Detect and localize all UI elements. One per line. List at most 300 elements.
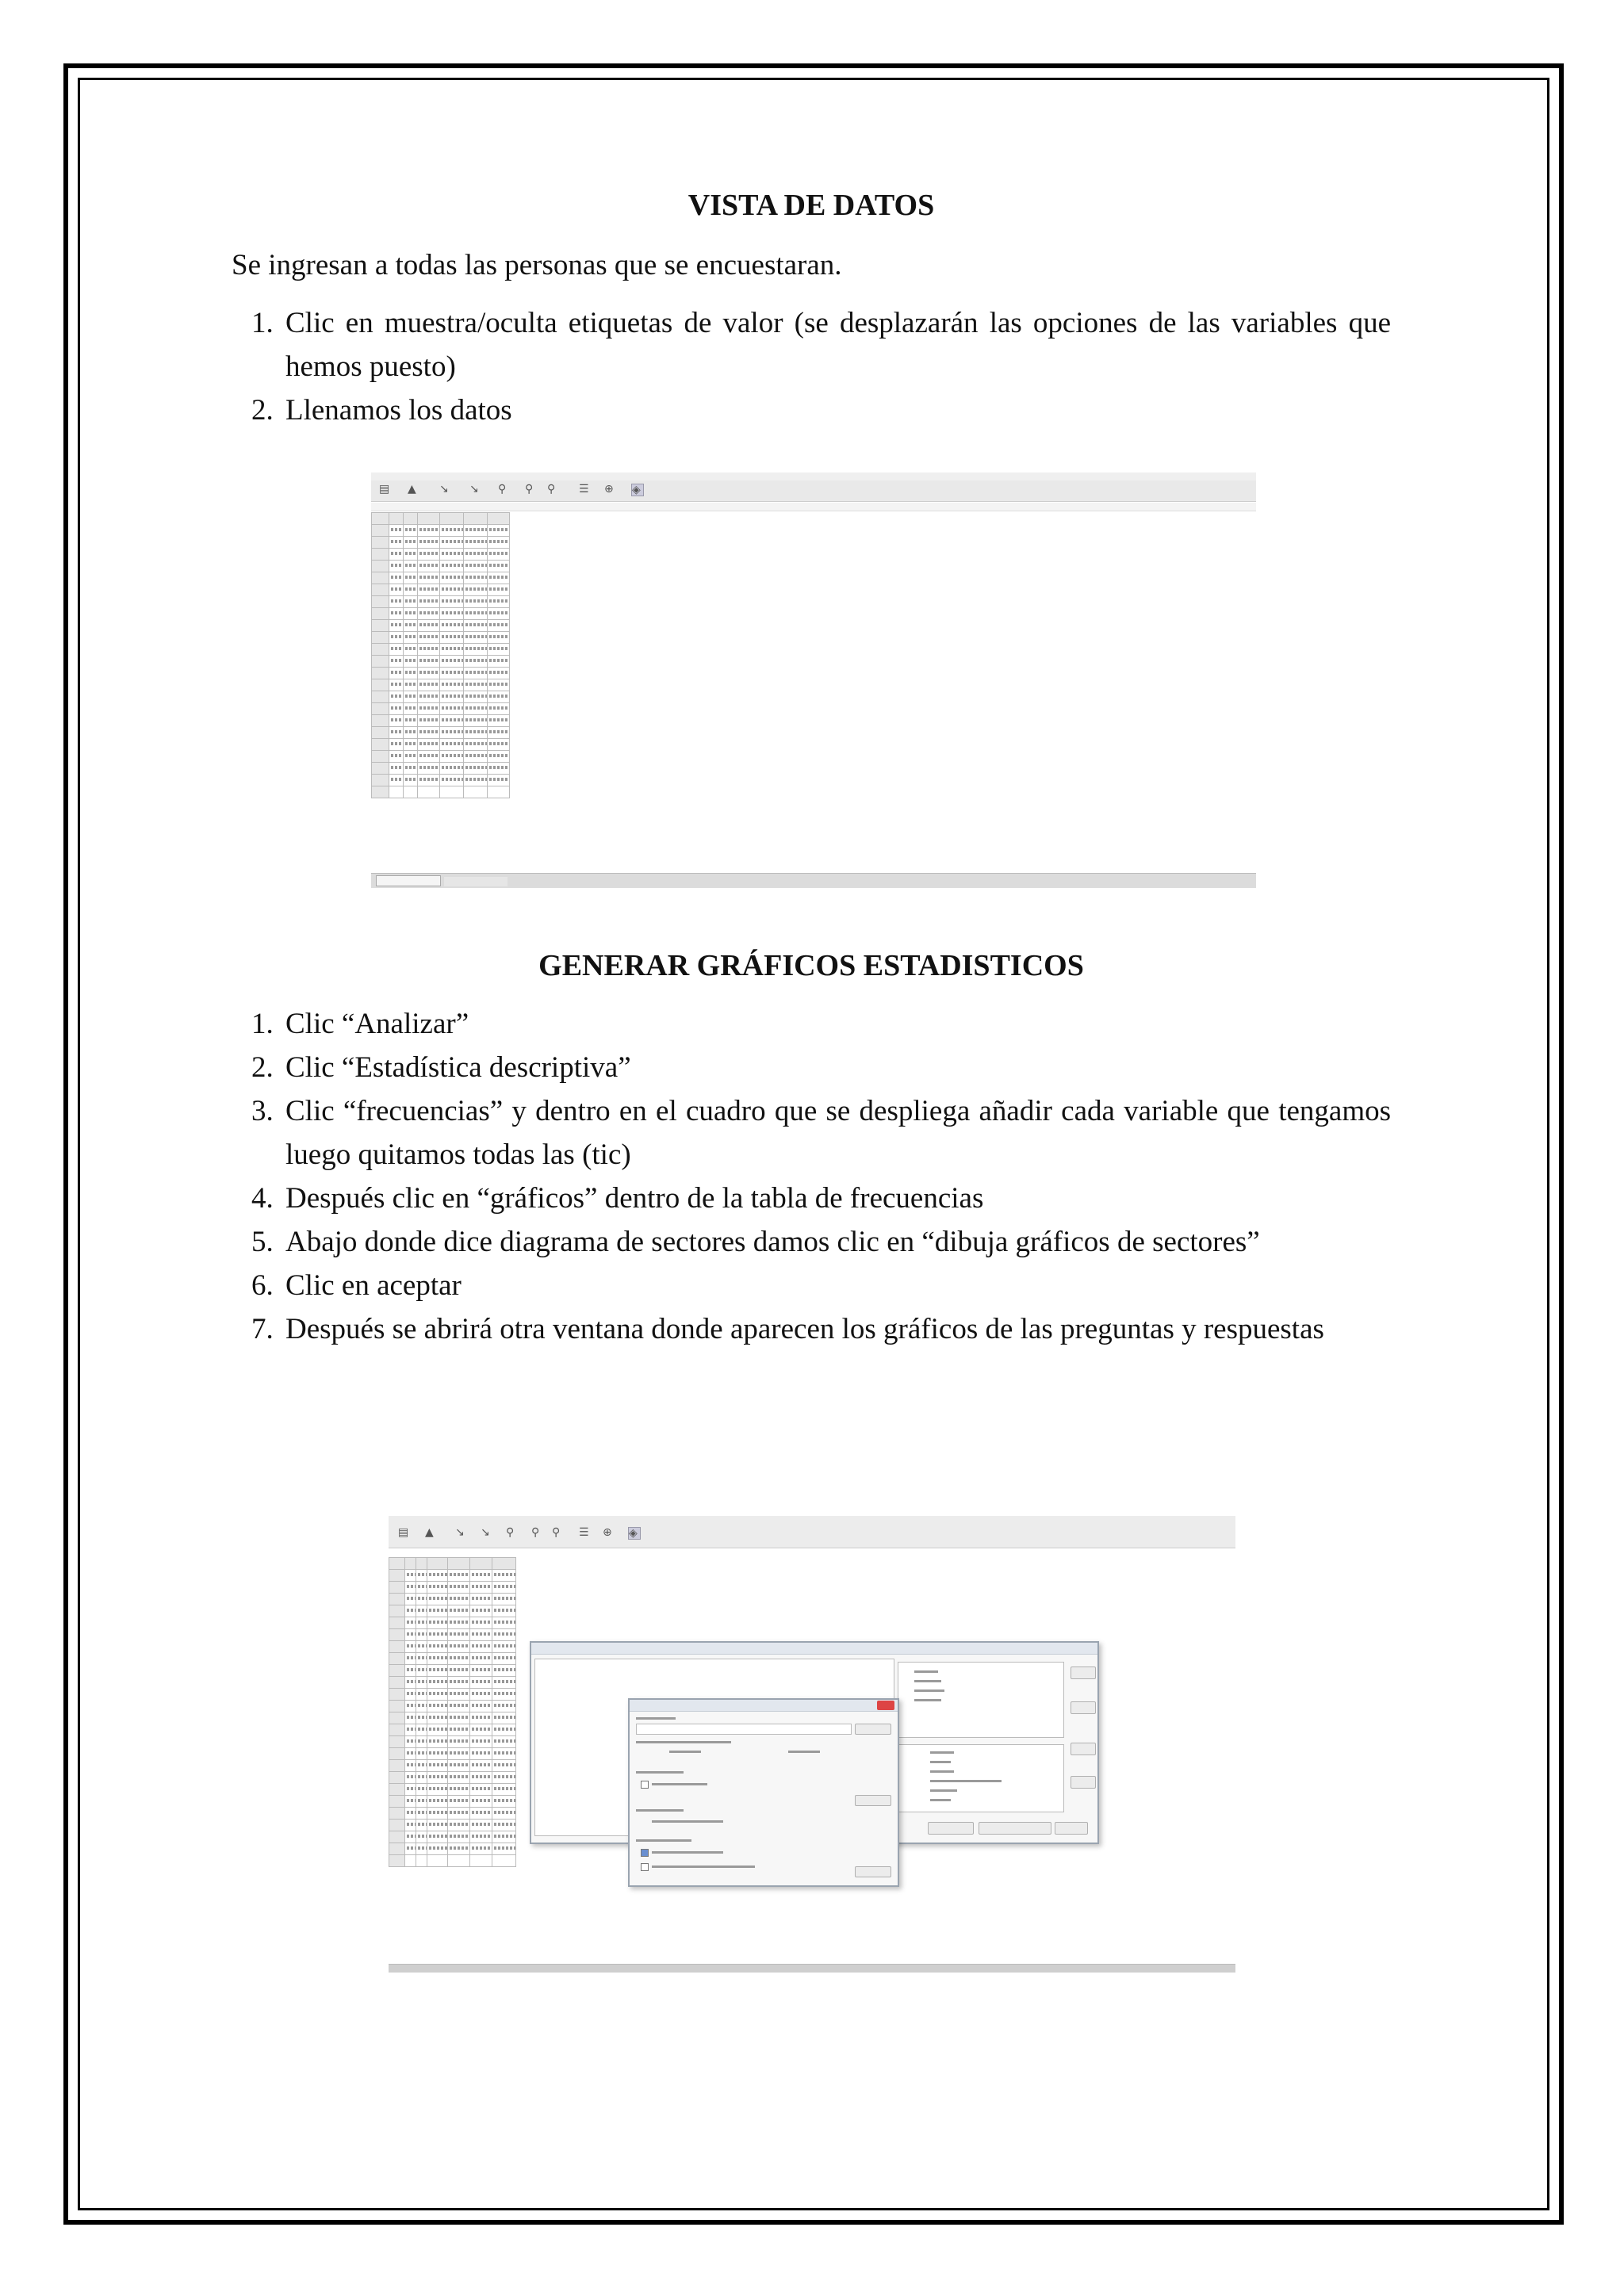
table-cell[interactable] (464, 608, 488, 620)
table-cell[interactable] (448, 1855, 470, 1867)
table-cell[interactable] (416, 1736, 427, 1748)
table-cell[interactable] (448, 1796, 470, 1808)
table-cell[interactable] (464, 525, 488, 537)
table-cell[interactable] (372, 620, 389, 632)
table-cell[interactable] (470, 1760, 492, 1772)
table-cell[interactable] (389, 572, 404, 584)
table-cell[interactable] (404, 644, 418, 656)
table-cell[interactable] (372, 715, 389, 727)
table-cell[interactable] (427, 1677, 448, 1689)
table-cell[interactable] (404, 751, 418, 763)
table-cell[interactable] (464, 679, 488, 691)
table-cell[interactable] (492, 1748, 516, 1760)
table-cell[interactable] (405, 1831, 416, 1843)
table-cell[interactable] (448, 1677, 470, 1689)
table-cell[interactable] (389, 596, 404, 608)
table-cell[interactable] (416, 1748, 427, 1760)
table-cell[interactable] (404, 608, 418, 620)
table-cell[interactable] (492, 1855, 516, 1867)
table-cell[interactable] (448, 1605, 470, 1617)
table-cell[interactable] (470, 1653, 492, 1665)
table-cell[interactable] (404, 703, 418, 715)
table-cell[interactable] (372, 727, 389, 739)
table-cell[interactable] (389, 1843, 405, 1855)
table-cell[interactable] (470, 1617, 492, 1629)
table-cell[interactable] (488, 537, 510, 549)
table-cell[interactable] (464, 572, 488, 584)
table-cell[interactable] (448, 1784, 470, 1796)
table-cell[interactable] (427, 1736, 448, 1748)
table-cell[interactable] (427, 1594, 448, 1605)
table-cell[interactable] (470, 1843, 492, 1855)
table-cell[interactable] (427, 1689, 448, 1701)
table-cell[interactable] (427, 1641, 448, 1653)
table-cell[interactable] (448, 1820, 470, 1831)
paste-button[interactable] (979, 1822, 1051, 1835)
table-cell[interactable] (416, 1689, 427, 1701)
table-cell[interactable] (427, 1582, 448, 1594)
table-cell[interactable] (405, 1641, 416, 1653)
table-cell[interactable] (416, 1760, 427, 1772)
table-cell[interactable] (405, 1724, 416, 1736)
table-cell[interactable] (488, 632, 510, 644)
table-cell[interactable] (389, 1605, 405, 1617)
table-cell[interactable] (440, 644, 464, 656)
table-cell[interactable] (440, 632, 464, 644)
table-cell[interactable] (405, 1736, 416, 1748)
table-cell[interactable] (440, 703, 464, 715)
table-cell[interactable] (492, 1724, 516, 1736)
table-cell[interactable] (488, 644, 510, 656)
table-cell[interactable] (372, 656, 389, 668)
table-cell[interactable] (389, 1677, 405, 1689)
table-cell[interactable] (470, 1748, 492, 1760)
table-cell[interactable] (372, 691, 389, 703)
table-cell[interactable] (389, 1629, 405, 1641)
table-cell[interactable] (427, 1712, 448, 1724)
table-cell[interactable] (448, 1617, 470, 1629)
table-cell[interactable] (448, 1641, 470, 1653)
table-cell[interactable] (440, 751, 464, 763)
table-cell[interactable] (416, 1724, 427, 1736)
table-cell[interactable] (404, 537, 418, 549)
table-cell[interactable] (418, 703, 440, 715)
ok-button[interactable] (928, 1822, 974, 1835)
table-cell[interactable] (418, 549, 440, 561)
table-cell[interactable] (464, 632, 488, 644)
table-cell[interactable] (416, 1641, 427, 1653)
table-cell[interactable] (470, 1605, 492, 1617)
table-cell[interactable] (488, 739, 510, 751)
table-cell[interactable] (464, 620, 488, 632)
table-cell[interactable] (404, 786, 418, 798)
table-cell[interactable] (405, 1570, 416, 1582)
table-cell[interactable] (440, 668, 464, 679)
table-cell[interactable] (464, 775, 488, 786)
table-cell[interactable] (440, 691, 464, 703)
table-cell[interactable] (416, 1653, 427, 1665)
table-cell[interactable] (404, 715, 418, 727)
table-cell[interactable] (405, 1701, 416, 1712)
table-cell[interactable] (372, 584, 389, 596)
table-cell[interactable] (416, 1677, 427, 1689)
table-cell[interactable] (492, 1677, 516, 1689)
table-cell[interactable] (470, 1677, 492, 1689)
table-cell[interactable] (492, 1605, 516, 1617)
table-cell[interactable] (418, 775, 440, 786)
table-cell[interactable] (492, 1617, 516, 1629)
table-cell[interactable] (488, 703, 510, 715)
table-cell[interactable] (418, 786, 440, 798)
table-cell[interactable] (372, 739, 389, 751)
table-cell[interactable] (372, 751, 389, 763)
table-cell[interactable] (416, 1665, 427, 1677)
table-cell[interactable] (389, 1617, 405, 1629)
table-cell[interactable] (418, 620, 440, 632)
table-cell[interactable] (404, 739, 418, 751)
table-cell[interactable] (427, 1605, 448, 1617)
table-cell[interactable] (405, 1558, 416, 1570)
table-cell[interactable] (372, 668, 389, 679)
table-cell[interactable] (470, 1701, 492, 1712)
table-cell[interactable] (440, 739, 464, 751)
table-cell[interactable] (389, 1855, 405, 1867)
table-cell[interactable] (405, 1605, 416, 1617)
table-cell[interactable] (464, 644, 488, 656)
table-cell[interactable] (488, 656, 510, 668)
table-cell[interactable] (416, 1831, 427, 1843)
add-button[interactable] (1071, 1667, 1096, 1679)
display-values-checkbox[interactable] (641, 1863, 649, 1871)
pie-chart-checkbox[interactable] (641, 1849, 649, 1857)
table-cell[interactable] (389, 1772, 405, 1784)
remove-button[interactable] (1071, 1701, 1096, 1714)
table-cell[interactable] (405, 1617, 416, 1629)
table-cell[interactable] (470, 1665, 492, 1677)
table-cell[interactable] (416, 1784, 427, 1796)
table-cell[interactable] (404, 596, 418, 608)
table-cell[interactable] (404, 513, 418, 525)
table-cell[interactable] (488, 679, 510, 691)
table-cell[interactable] (418, 763, 440, 775)
table-cell[interactable] (440, 561, 464, 572)
table-cell[interactable] (448, 1570, 470, 1582)
table-cell[interactable] (405, 1843, 416, 1855)
table-cell[interactable] (488, 727, 510, 739)
table-cell[interactable] (492, 1665, 516, 1677)
table-cell[interactable] (416, 1808, 427, 1820)
table-cell[interactable] (492, 1558, 516, 1570)
table-cell[interactable] (488, 691, 510, 703)
table-cell[interactable] (418, 668, 440, 679)
table-cell[interactable] (416, 1605, 427, 1617)
table-cell[interactable] (405, 1772, 416, 1784)
table-cell[interactable] (464, 513, 488, 525)
table-cell[interactable] (448, 1736, 470, 1748)
table-cell[interactable] (470, 1736, 492, 1748)
table-cell[interactable] (389, 620, 404, 632)
table-cell[interactable] (389, 691, 404, 703)
table-cell[interactable] (492, 1689, 516, 1701)
table-cell[interactable] (405, 1689, 416, 1701)
table-cell[interactable] (448, 1653, 470, 1665)
table-cell[interactable] (488, 561, 510, 572)
table-cell[interactable] (464, 549, 488, 561)
table-cell[interactable] (405, 1820, 416, 1831)
table-cell[interactable] (405, 1712, 416, 1724)
table-cell[interactable] (448, 1748, 470, 1760)
table-cell[interactable] (488, 763, 510, 775)
table-cell[interactable] (448, 1665, 470, 1677)
table-cell[interactable] (372, 549, 389, 561)
table-cell[interactable] (440, 656, 464, 668)
table-cell[interactable] (464, 727, 488, 739)
table-cell[interactable] (418, 596, 440, 608)
table-cell[interactable] (440, 608, 464, 620)
table-cell[interactable] (464, 537, 488, 549)
table-cell[interactable] (418, 572, 440, 584)
table-cell[interactable] (416, 1712, 427, 1724)
table-cell[interactable] (418, 691, 440, 703)
table-cell[interactable] (427, 1748, 448, 1760)
table-cell[interactable] (389, 703, 404, 715)
table-cell[interactable] (372, 703, 389, 715)
table-cell[interactable] (440, 620, 464, 632)
table-cell[interactable] (389, 1712, 405, 1724)
table-cell[interactable] (372, 644, 389, 656)
table-cell[interactable] (464, 703, 488, 715)
table-cell[interactable] (427, 1701, 448, 1712)
table-cell[interactable] (448, 1689, 470, 1701)
table-cell[interactable] (488, 596, 510, 608)
table-cell[interactable] (418, 632, 440, 644)
table-cell[interactable] (389, 1558, 405, 1570)
table-cell[interactable] (389, 1820, 405, 1831)
table-cell[interactable] (464, 751, 488, 763)
table-cell[interactable] (405, 1748, 416, 1760)
table-cell[interactable] (405, 1855, 416, 1867)
histogram-checkbox[interactable] (641, 1781, 649, 1789)
table-cell[interactable] (389, 1736, 405, 1748)
table-cell[interactable] (427, 1855, 448, 1867)
table-cell[interactable] (389, 632, 404, 644)
table-cell[interactable] (464, 715, 488, 727)
table-cell[interactable] (492, 1653, 516, 1665)
table-cell[interactable] (492, 1772, 516, 1784)
table-cell[interactable] (416, 1772, 427, 1784)
table-cell[interactable] (448, 1712, 470, 1724)
table-cell[interactable] (418, 525, 440, 537)
table-cell[interactable] (418, 751, 440, 763)
table-cell[interactable] (389, 1582, 405, 1594)
table-cell[interactable] (389, 1831, 405, 1843)
table-cell[interactable] (488, 549, 510, 561)
table-cell[interactable] (389, 763, 404, 775)
table-cell[interactable] (464, 656, 488, 668)
table-cell[interactable] (389, 1784, 405, 1796)
table-cell[interactable] (389, 679, 404, 691)
table-cell[interactable] (389, 775, 404, 786)
table-cell[interactable] (372, 763, 389, 775)
table-cell[interactable] (427, 1724, 448, 1736)
table-cell[interactable] (440, 513, 464, 525)
table-cell[interactable] (418, 679, 440, 691)
table-cell[interactable] (389, 513, 404, 525)
table-cell[interactable] (416, 1820, 427, 1831)
table-cell[interactable] (470, 1629, 492, 1641)
table-cell[interactable] (448, 1843, 470, 1855)
table-cell[interactable] (488, 775, 510, 786)
table-cell[interactable] (372, 632, 389, 644)
table-cell[interactable] (404, 549, 418, 561)
table-cell[interactable] (470, 1594, 492, 1605)
table-cell[interactable] (427, 1796, 448, 1808)
table-cell[interactable] (372, 561, 389, 572)
table-cell[interactable] (492, 1701, 516, 1712)
table-cell[interactable] (470, 1712, 492, 1724)
table-cell[interactable] (389, 584, 404, 596)
table-cell[interactable] (389, 751, 404, 763)
table-cell[interactable] (405, 1594, 416, 1605)
table-cell[interactable] (389, 608, 404, 620)
table-cell[interactable] (405, 1796, 416, 1808)
table-cell[interactable] (427, 1570, 448, 1582)
table-cell[interactable] (416, 1570, 427, 1582)
table-cell[interactable] (389, 1724, 405, 1736)
table-cell[interactable] (418, 608, 440, 620)
table-cell[interactable] (372, 786, 389, 798)
table-cell[interactable] (418, 537, 440, 549)
table-cell[interactable] (404, 727, 418, 739)
table-cell[interactable] (427, 1784, 448, 1796)
table-cell[interactable] (448, 1594, 470, 1605)
table-cell[interactable] (405, 1629, 416, 1641)
table-cell[interactable] (427, 1808, 448, 1820)
table-cell[interactable] (389, 1653, 405, 1665)
table-cell[interactable] (492, 1808, 516, 1820)
table-cell[interactable] (389, 656, 404, 668)
table-cell[interactable] (492, 1843, 516, 1855)
table-cell[interactable] (464, 561, 488, 572)
table-cell[interactable] (492, 1796, 516, 1808)
table-cell[interactable] (416, 1617, 427, 1629)
table-cell[interactable] (492, 1629, 516, 1641)
table-cell[interactable] (448, 1724, 470, 1736)
add-statistic-button[interactable] (1071, 1743, 1096, 1755)
table-cell[interactable] (492, 1760, 516, 1772)
table-cell[interactable] (418, 584, 440, 596)
table-cell[interactable] (488, 668, 510, 679)
table-cell[interactable] (404, 691, 418, 703)
close-icon[interactable] (877, 1701, 894, 1710)
table-cell[interactable] (488, 513, 510, 525)
table-cell[interactable] (440, 525, 464, 537)
table-cell[interactable] (470, 1772, 492, 1784)
table-cell[interactable] (389, 739, 404, 751)
table-cell[interactable] (492, 1594, 516, 1605)
table-cell[interactable] (389, 1689, 405, 1701)
table-cell[interactable] (470, 1582, 492, 1594)
table-cell[interactable] (416, 1843, 427, 1855)
table-cell[interactable] (427, 1558, 448, 1570)
table-cell[interactable] (389, 1594, 405, 1605)
table-cell[interactable] (488, 525, 510, 537)
table-cell[interactable] (372, 679, 389, 691)
table-cell[interactable] (470, 1808, 492, 1820)
table-cell[interactable] (440, 596, 464, 608)
table-cell[interactable] (404, 632, 418, 644)
table-cell[interactable] (427, 1617, 448, 1629)
table-cell[interactable] (464, 739, 488, 751)
table-cell[interactable] (470, 1820, 492, 1831)
table-cell[interactable] (464, 668, 488, 679)
table-cell[interactable] (488, 572, 510, 584)
table-cell[interactable] (389, 525, 404, 537)
table-cell[interactable] (418, 644, 440, 656)
table-cell[interactable] (418, 656, 440, 668)
table-cell[interactable] (389, 1748, 405, 1760)
table-cell[interactable] (389, 1570, 405, 1582)
table-cell[interactable] (427, 1653, 448, 1665)
table-cell[interactable] (492, 1831, 516, 1843)
table-cell[interactable] (427, 1629, 448, 1641)
table-cell[interactable] (488, 751, 510, 763)
table-cell[interactable] (427, 1760, 448, 1772)
table-cell[interactable] (389, 561, 404, 572)
table-cell[interactable] (404, 584, 418, 596)
table-cell[interactable] (404, 525, 418, 537)
table-cell[interactable] (372, 608, 389, 620)
table-cell[interactable] (405, 1582, 416, 1594)
table-cell[interactable] (389, 786, 404, 798)
table-cell[interactable] (404, 668, 418, 679)
table-cell[interactable] (492, 1582, 516, 1594)
table-cell[interactable] (416, 1594, 427, 1605)
table-cell[interactable] (405, 1808, 416, 1820)
table-cell[interactable] (488, 620, 510, 632)
remove-statistic-button[interactable] (1071, 1776, 1096, 1789)
table-cell[interactable] (464, 596, 488, 608)
table-cell[interactable] (448, 1701, 470, 1712)
table-cell[interactable] (389, 537, 404, 549)
table-cell[interactable] (488, 786, 510, 798)
table-cell[interactable] (488, 584, 510, 596)
table-cell[interactable] (404, 656, 418, 668)
table-cell[interactable] (405, 1677, 416, 1689)
table-cell[interactable] (427, 1820, 448, 1831)
table-cell[interactable] (470, 1855, 492, 1867)
table-cell[interactable] (372, 572, 389, 584)
table-cell[interactable] (404, 572, 418, 584)
table-cell[interactable] (389, 1641, 405, 1653)
table-cell[interactable] (416, 1558, 427, 1570)
table-cell[interactable] (448, 1831, 470, 1843)
table-cell[interactable] (440, 763, 464, 775)
table-cell[interactable] (389, 644, 404, 656)
table-cell[interactable] (440, 786, 464, 798)
continue-button[interactable] (855, 1866, 891, 1877)
table-cell[interactable] (427, 1831, 448, 1843)
table-cell[interactable] (492, 1784, 516, 1796)
table-cell[interactable] (470, 1558, 492, 1570)
table-cell[interactable] (470, 1641, 492, 1653)
table-cell[interactable] (464, 763, 488, 775)
table-cell[interactable] (404, 679, 418, 691)
table-cell[interactable] (372, 596, 389, 608)
table-cell[interactable] (440, 549, 464, 561)
table-cell[interactable] (427, 1772, 448, 1784)
table-cell[interactable] (418, 727, 440, 739)
